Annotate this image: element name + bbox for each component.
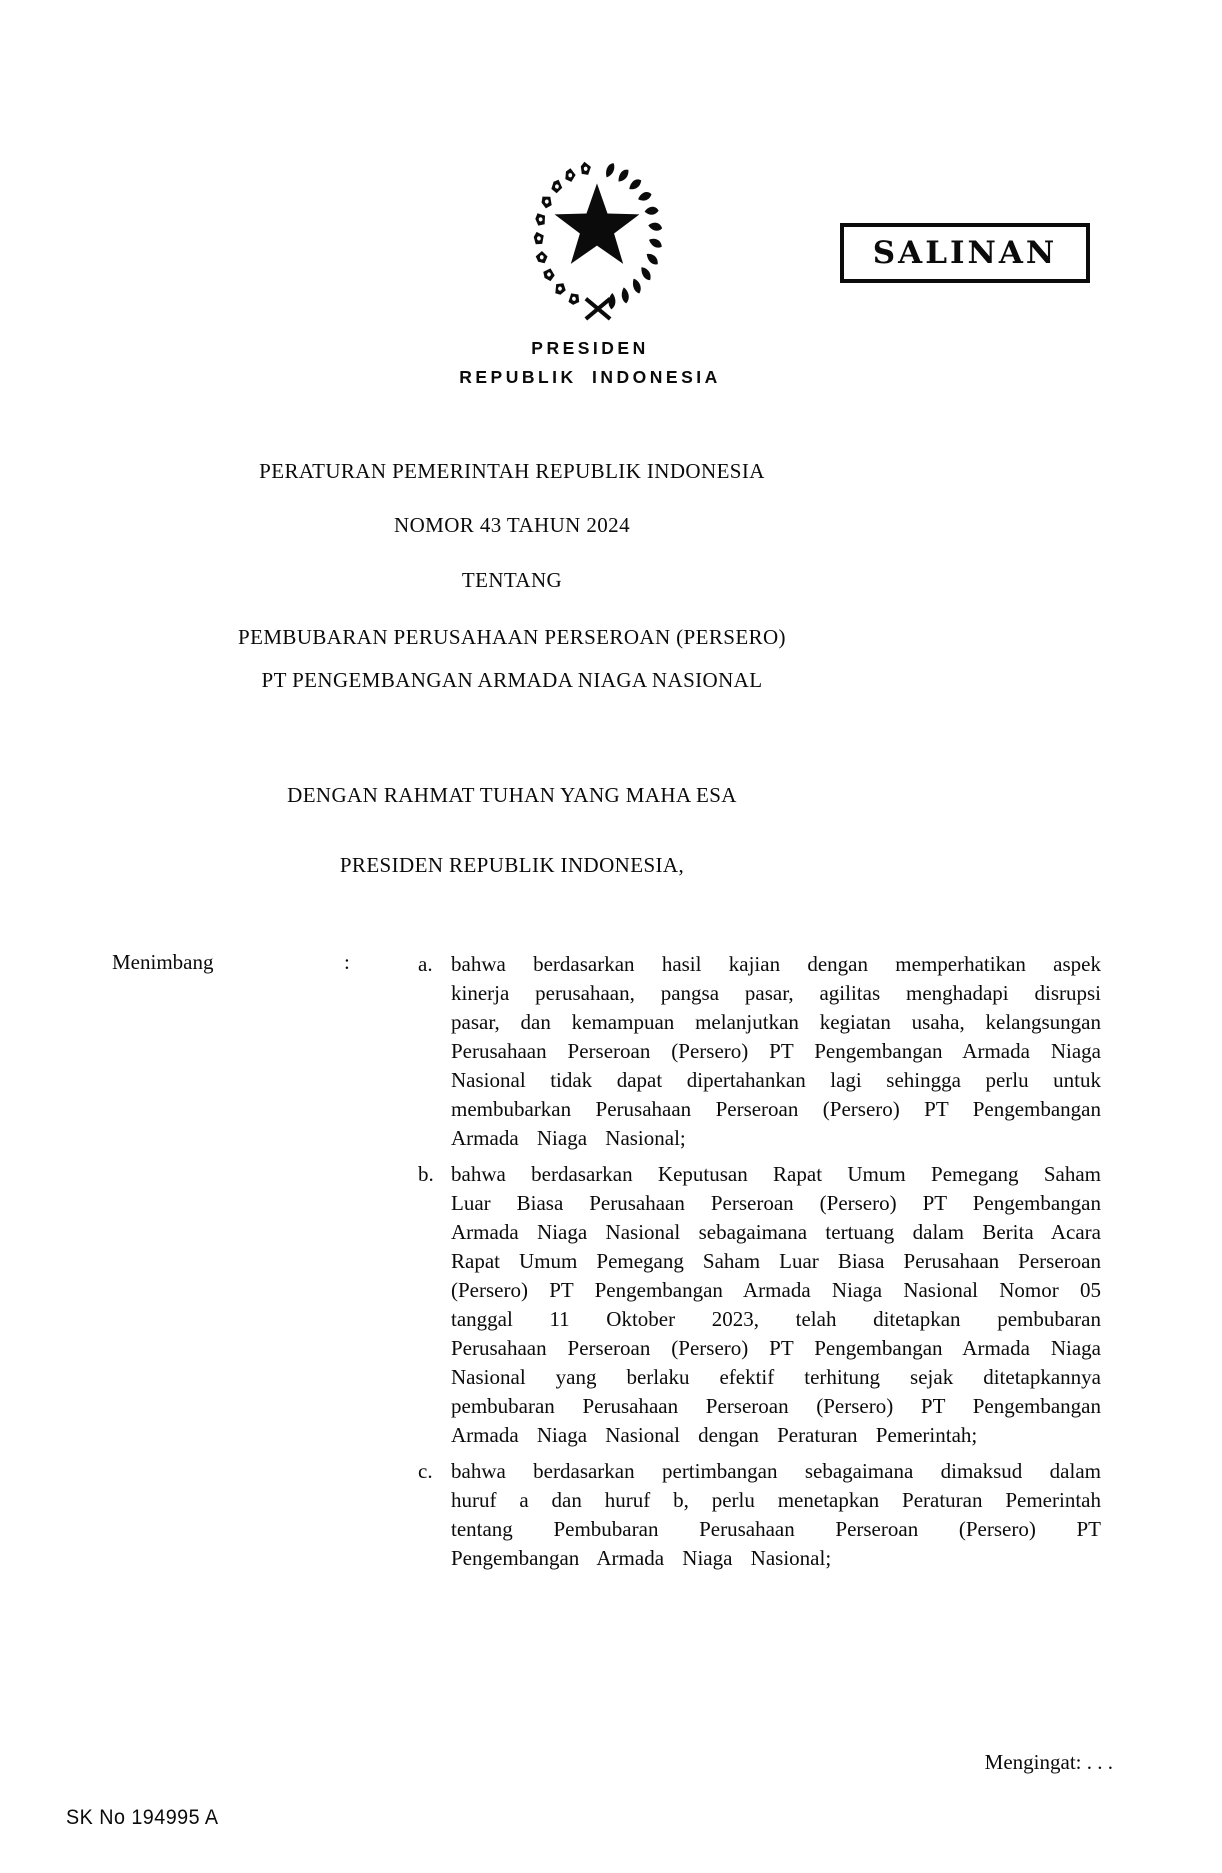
title-line-subject-2: PT PENGEMBANGAN ARMADA NIAGA NASIONAL — [261, 668, 763, 692]
letterhead — [370, 334, 810, 392]
salinan-stamp — [840, 223, 1090, 283]
invocation-line: DENGAN RAHMAT TUHAN YANG MAHA ESA — [287, 783, 737, 807]
continuation-catchword: Mengingat: . . . — [984, 1750, 1113, 1774]
item-letter: a. — [418, 952, 433, 976]
item-text: bahwa berdasarkan Keputusan Rapat Umum Pemegang Saham Luar Biasa Perusahaan Perseroan (Persero) PT Pengembangan Armada Niaga Nasional sebagaimana tertuang dalam Berita Acara Rapat Umum Pemegang Saham Luar Biasa Perusahaan Perseroan (Persero) PT Pengembangan Armada Niaga Nasional Nomor 05 tanggal 11 Oktober 2023, telah ditetapkan pembubaran Perusahaan Perseroan (Persero) PT Pengembangan Armada Niaga Nasional yang berlaku efektif terhitung sejak ditetapkannya pembubaran Perusahaan Perseroan (Persero) PT Pengembangan Armada Niaga Nasional dengan Peraturan Pemerintah; — [451, 1162, 1101, 1447]
presidential-seal-icon — [508, 146, 690, 330]
considerations-colon: : — [344, 950, 350, 974]
item-text: bahwa berdasarkan pertimbangan sebagaimana dimaksud dalam huruf a dan huruf b, perlu menetapkan Peraturan Pemerintah tentang Pembubaran Perusahaan Perseroan (Persero) PT Pengembangan Armada Niaga Nasional; — [451, 1459, 1101, 1570]
item-text: bahwa berdasarkan hasil kajian dengan memperhatikan aspek kinerja perusahaan, pangsa pasar, agilitas menghadapi disrupsi pasar, dan kemampuan melanjutkan kegiatan usaha, kelangsungan Perusahaan Perseroan (Persero) PT Pengembangan Armada Niaga Nasional tidak dapat dipertahankan lagi sehingga perlu untuk membubarkan Perusahaan Perseroan (Persero) PT Pengembangan Armada Niaga Nasional; — [451, 952, 1101, 1150]
item-letter: c. — [418, 1459, 433, 1483]
title-line-subject-1: PEMBUBARAN PERUSAHAAN PERSEROAN (PERSERO) — [238, 625, 786, 649]
consideration-item-a — [418, 950, 1108, 1153]
letterhead-line-republik-indonesia: REPUBLIK INDONESIA — [459, 367, 721, 387]
salinan-label: SALINAN — [872, 235, 1058, 271]
title-line-regulation: PERATURAN PEMERINTAH REPUBLIK INDONESIA — [259, 459, 765, 483]
considerations-list — [418, 950, 1108, 1580]
title-line-number: NOMOR 43 TAHUN 2024 — [394, 513, 630, 537]
considerations-label: Menimbang — [112, 950, 214, 974]
letterhead-line-presiden: PRESIDEN — [531, 338, 649, 358]
title-line-tentang: TENTANG — [461, 568, 563, 592]
authority-line: PRESIDEN REPUBLIK INDONESIA, — [339, 853, 685, 877]
regulation-title — [112, 461, 912, 691]
sk-number: SK No 194995 A — [66, 1806, 219, 1829]
consideration-item-c — [418, 1457, 1108, 1573]
item-letter: b. — [418, 1162, 434, 1186]
consideration-item-b — [418, 1160, 1108, 1450]
